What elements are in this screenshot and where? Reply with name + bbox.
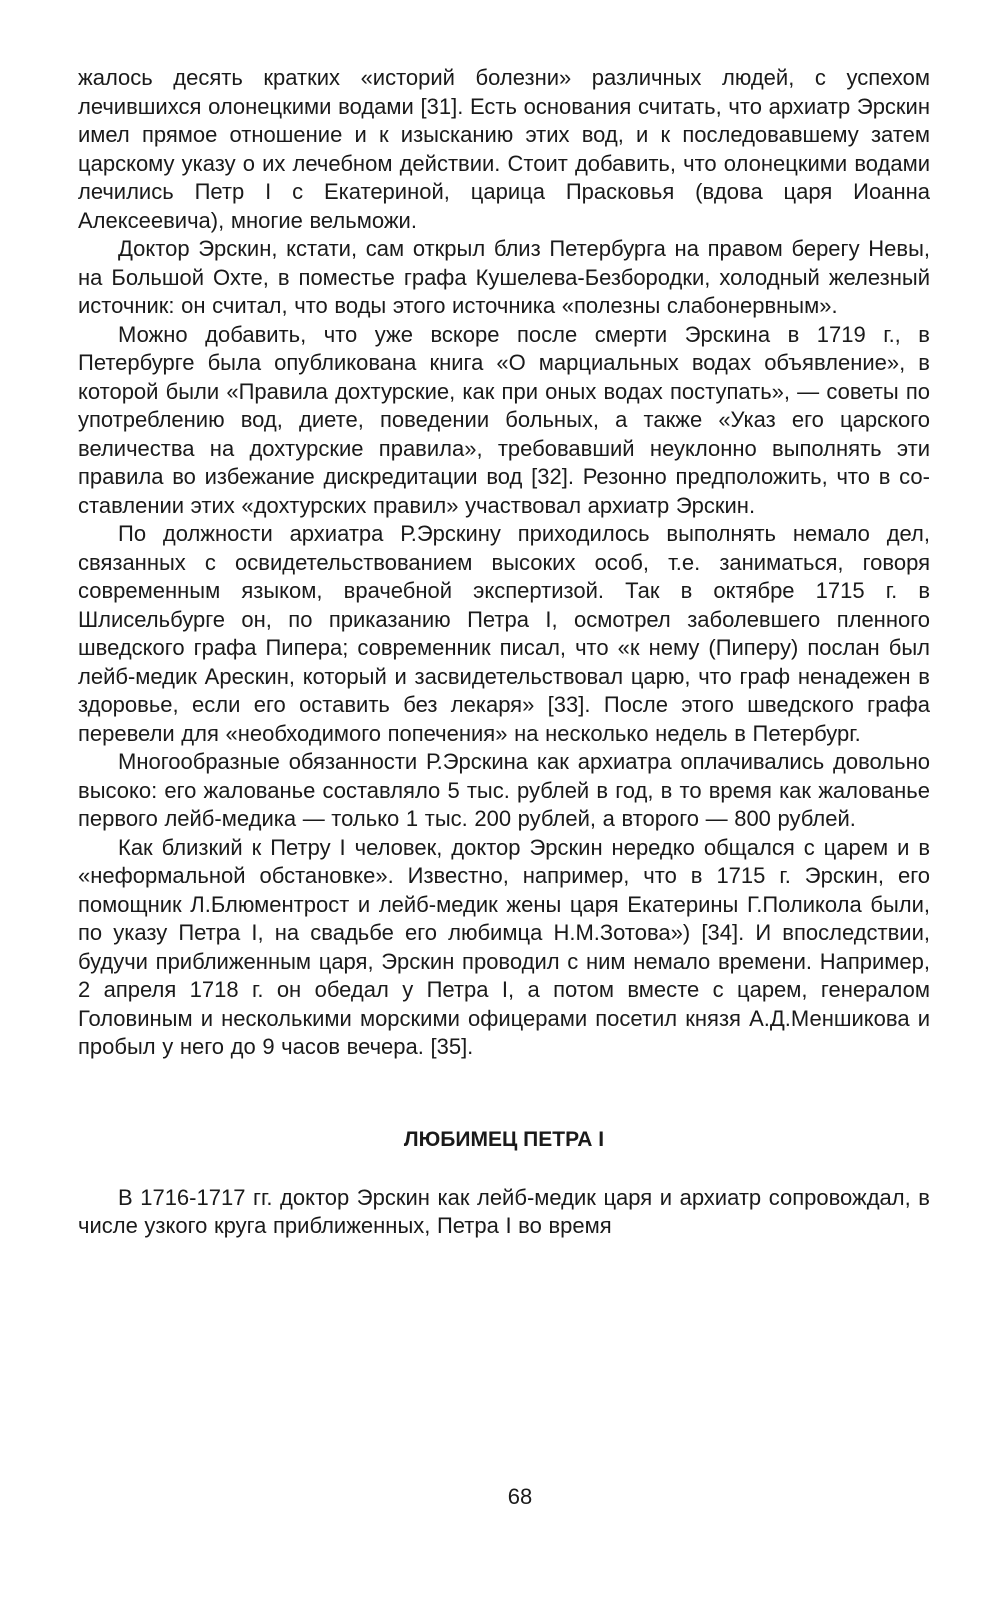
paragraph-6: Как близкий к Петру I человек, доктор Эрскин нередко общался с царем и в «неформальной обстановке». Известно, например, что в 1715 г. Эрскин, его помощник Л.Блюментрост и лейб-медик жены царя Екатерины Г.Поликола были, по указу Петра I, на свадьбе его любимца Н.М.Зотова») [34]. И впоследствии, будучи приближенным царя, Эрскин проводил с ним немало времени. Например, 2 апреля 1718 г. он обедал у Петра I, а потом вместе с царем, генералом Головиным и несколькими морскими офицерами посетил князя А.Д.Меншикова и пробыл у него до 9 часов вечера. [35]. <box>78 834 930 1059</box>
paragraph-2: Доктор Эрскин, кстати, сам открыл близ Петербурга на правом берегу Невы, на Большой Охте, в поместье графа Кушелева-Безбородки, холодный железный источник: он считал, что воды этого источника «полезны слабонервным». <box>78 236 930 318</box>
section-heading: ЛЮБИМЕЦ ПЕТРА I <box>403 1127 605 1151</box>
paragraph-4: По должности архиатра Р.Эрскину приходилось выполнять немало дел, связанных с освидетельствованием высоких особ, т.е. заниматься, говоря современным языком, врачебной экспертизой. Так в октябре 1715 г. в Шлисельбурге он, по приказанию Петра I, осмотрел заболевшего пленного шведского графа Пипера; современник писал, что «к нему (Пиперу) послан был лейб-медик Арескин, который и засвидетельствовал царю, что граф ненадежен в здоровье, если его оставить без лекаря» [33]. После этого шведского графа перевели для «необходимого попечения» на несколько недель в Петербург. <box>78 521 930 746</box>
paragraph-1: жалось десять кратких «историй болезни» различных людей, с успехом лечившихся олонецкими водами [31]. Есть основания считать, что архиатр Эрскин имел прямое отношение и к изысканию этих вод, и к последовавшему затем царскому указу о их лечебном действии. Стоит добавить, что олонецкими водами лечились Петр I с Екатериной, царица Прасковья (вдова царя Иоанна Алексеевича), многие вельможи. <box>78 65 930 233</box>
page-number: 68 <box>507 1484 533 1509</box>
paragraph-3: Можно добавить, что уже вскоре после смерти Эрскина в 1719 г., в Петербурге была опубликована книга «О марциальных водах объявление», в которой были «Правила дохтурские, как при оных водах поступать», — советы по употреблению вод, диете, поведении больных, а также «Указ его царского величества на дохтурские правила», требовавший неуклонно выполнять эти правила во избежание дискредитации вод [32]. Резонно предположить, что в составлении этих «дохтурских правил» участвовал архиатр Эрскин. <box>78 321 930 518</box>
paragraph-5: Многообразные обязанности Р.Эрскина как архиатра оплачивались довольно высоко: его жалованье составляло 5 тыс. рублей в год, в то время как жалованье первого лейб-медика — только 1 тыс. 200 рублей, а второго — 800 рублей. <box>78 749 930 831</box>
page-body <box>78 64 930 1241</box>
section-paragraph-1: В 1716-1717 гг. доктор Эрскин как лейб-медик царя и архиатр сопровождал, в числе узкого круга приближенных, Петра I во время <box>78 1184 930 1238</box>
